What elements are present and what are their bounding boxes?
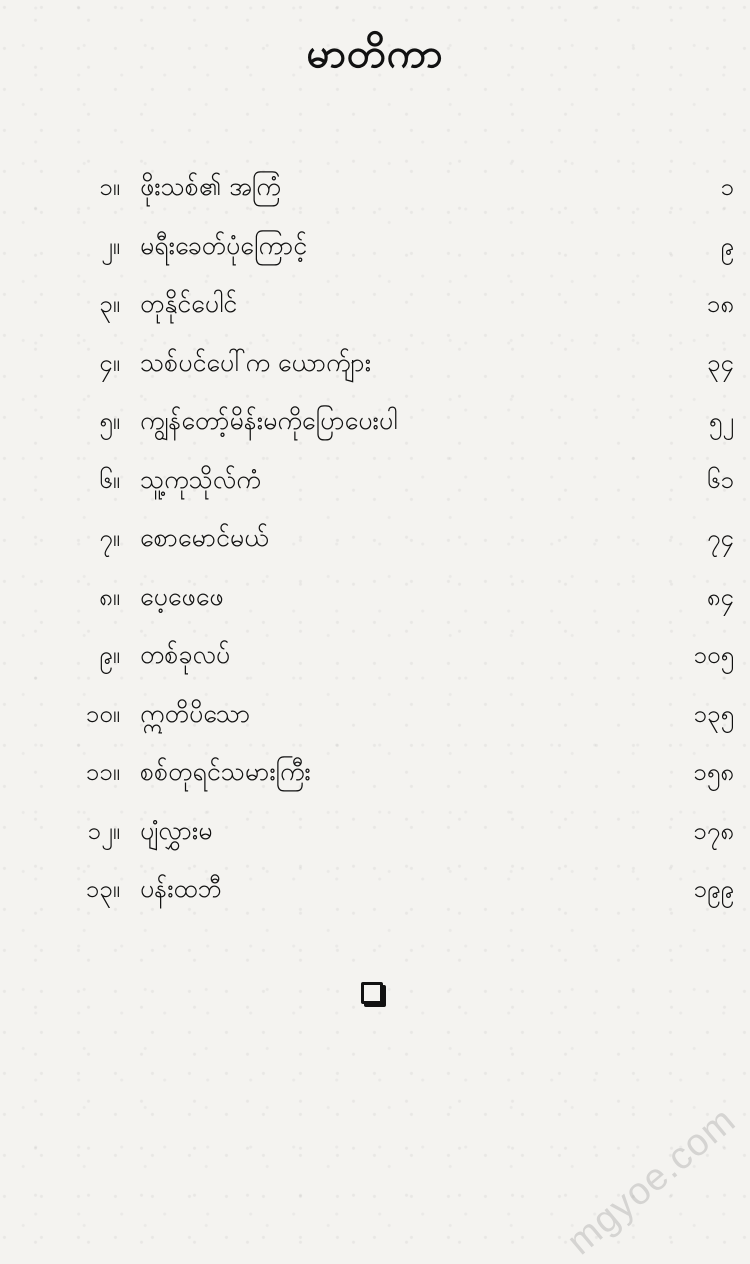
toc-row [0,802,750,861]
toc-page-number: ၁၇၈ [693,816,734,845]
toc-row [0,685,750,744]
toc-row [0,451,750,510]
toc-title: ဣတိပိသော [140,698,251,728]
toc-row [0,275,750,334]
toc-number: ၁၁။ [85,758,120,786]
toc-page-number: ၁ [720,173,734,201]
toc-number: ၁၂။ [87,816,120,845]
toc-row [0,158,750,217]
toc-title: စစ်တုရင်သမားကြီး [140,757,311,786]
toc-row [0,334,750,393]
toc-title: ပေ့ဖေဖေ [140,581,224,611]
toc-row [0,626,750,685]
toc-title: သူ့ကုသိုလ်ကံ [140,464,261,494]
toc-number: ၁၀။ [85,699,120,728]
toc-title: ပျံလွှားမ [140,815,213,845]
toc-row [0,217,750,276]
watermark-text: mgyoe.com [559,1099,744,1264]
toc-number: ၃။ [99,290,120,318]
toc-page-number: ၁၃၅ [693,699,734,728]
toc-page-number: ၁၅၈ [693,758,734,786]
toc-title: သစ်ပင်ပေါ်က ယောက်ျား [140,347,372,377]
toc-number: ၈။ [99,582,120,611]
toc-title: ဖိုးသစ်၏ အကြံ [140,172,281,201]
toc-row [0,860,750,919]
page-title: မာတိကာ [306,31,444,77]
toc-title: တစ်ခုလပ် [140,640,231,669]
toc-number: ၉။ [99,641,120,669]
toc-title: စောမောင်မယ် [140,523,269,552]
toc-number: ၅။ [99,407,120,435]
toc-row [0,392,750,451]
toc-page-number: ၁၀၅ [693,641,734,669]
toc-page-number: ၁၈ [706,290,734,318]
toc-page-number: ၁၉၉ [693,875,734,903]
toc-number: ၁၃။ [85,875,120,903]
toc-title: ပန်းထဘီ [140,874,222,903]
toc-number: ၆။ [99,465,120,494]
toc-row [0,743,750,802]
toc-row [0,509,750,568]
toc-page-number: ၇၄ [707,524,734,552]
toc-page-number: ၉ [720,231,734,260]
toc-page-number: ၅၂ [708,407,734,435]
toc-page-number: ၃၄ [707,348,734,377]
toc-number: ၁။ [99,173,120,201]
toc-title: တုနိုင်ပေါင် [140,289,238,318]
toc-title: ကျွန်တော့်မိန်းမကိုပြောပေးပါ [140,406,398,435]
toc-title: မရီးခေတ်ပုံကြောင့် [140,230,308,260]
table-of-contents [0,158,750,919]
toc-number: ၂။ [100,231,120,260]
toc-page-number: ၈၄ [706,582,734,611]
end-square-icon [361,982,383,1004]
toc-number: ၄။ [99,348,120,377]
toc-row [0,568,750,627]
toc-page-number: ၆၁ [707,465,734,494]
toc-number: ၇။ [99,524,120,552]
